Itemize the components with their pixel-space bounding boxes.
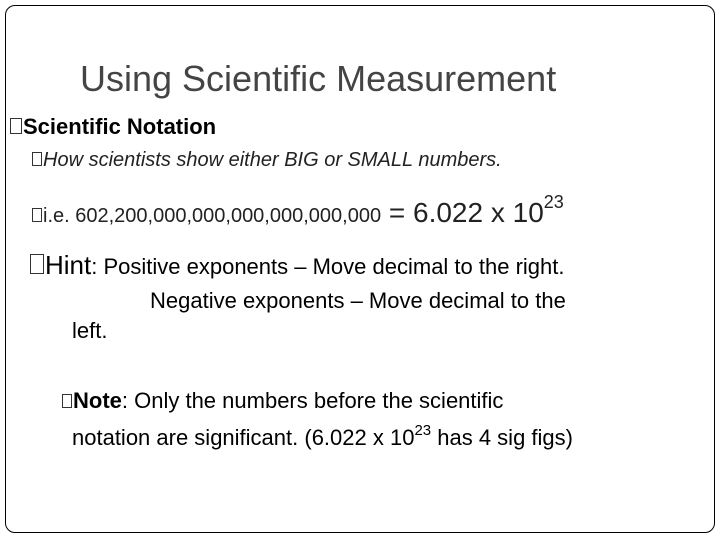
example-prefix: i.e. 602,200,000,000,000,000,000,000 <box>43 205 382 227</box>
note-text-1: : Only the numbers before the scientific <box>121 388 504 413</box>
bullet-icon <box>10 118 22 134</box>
note-text-2: notation are significant. (6.022 x 10 <box>72 425 415 450</box>
note-line-2 <box>72 422 573 451</box>
hint-text-2: Negative exponents – Move decimal to the <box>150 288 566 313</box>
subpoint-how-scientists <box>32 149 502 172</box>
note-exponent: 23 <box>414 422 432 439</box>
hint-text-1: : Positive exponents – Move decimal to the right. <box>91 254 565 279</box>
bullet-icon <box>62 394 72 408</box>
subpoint-text: How scientists show either BIG or SMALL numbers. <box>43 149 502 171</box>
example-equals-text: = 6.022 x 10 <box>381 197 544 228</box>
bullet-scientific-notation <box>10 114 216 140</box>
example-equals <box>381 192 564 228</box>
hint-text-3: left. <box>72 318 108 343</box>
subpoint-example <box>32 192 564 229</box>
note-text-3: has 4 sig figs) <box>431 425 573 450</box>
bullet-icon <box>32 152 42 166</box>
example-exponent: 23 <box>543 192 564 212</box>
bullet-icon <box>32 208 42 222</box>
hint-line <box>30 250 565 281</box>
note-label: Note <box>73 388 122 413</box>
slide-title: Using Scientific Measurement <box>80 58 557 99</box>
heading-text: Scientific Notation <box>23 114 217 139</box>
hint-label: Hint <box>45 250 92 280</box>
note-line <box>62 388 503 414</box>
bullet-icon <box>30 254 44 274</box>
